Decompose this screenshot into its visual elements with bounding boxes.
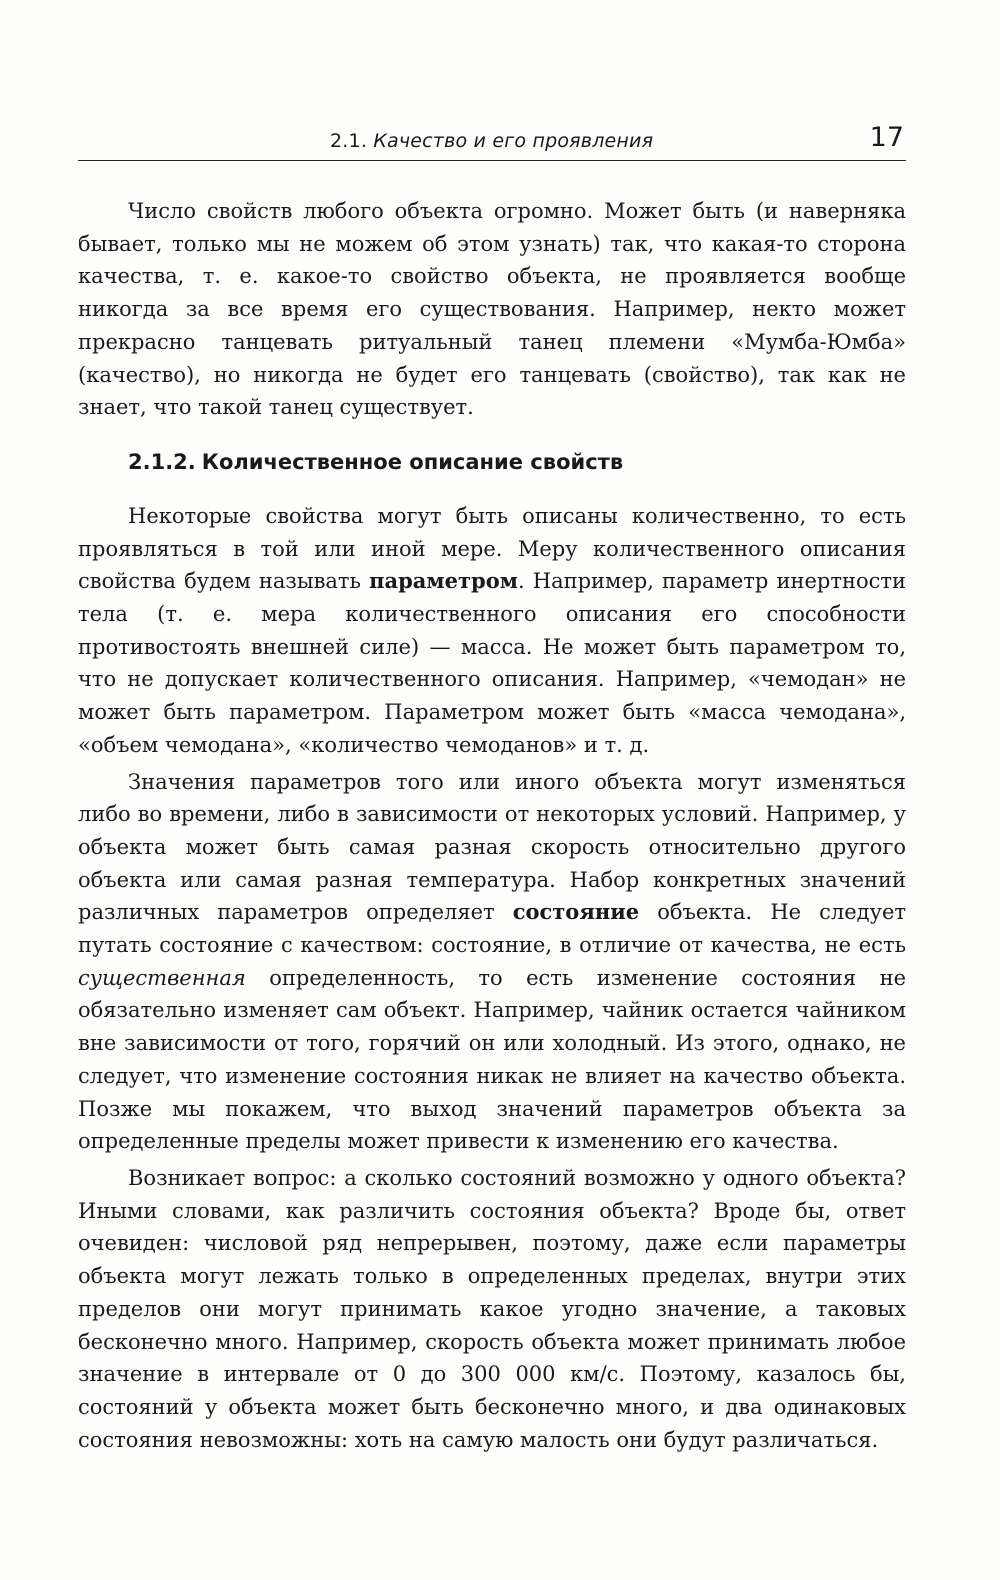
paragraph-1: Число свойств любого объекта огромно. Может быть (и наверняка бывает, только мы не можем об этом узнать) так, что какая-то сторона качества, т. е. какое-то свойство объекта, не проявляется вообще никогда за все время его существования. Например, некто может прекрасно танцевать ритуальный танец племени «Мумба-Юмба» (качество), но никогда не будет его танцевать (свойство), так как не знает, что такой танец существует. xyxy=(78,199,906,420)
subsection-number: 2.1.2. xyxy=(128,449,196,474)
paragraph-3-part-3: определенность, то есть изменение состояния не обязательно изменяет сам объект. Например, чайник остается чайником вне зависимости от того, горячий он или холодный. Из этого, однако, не следует, что изменение состояния никак не влияет на качество объекта. Позже мы покажем, что выход значений параметров объекта за определенные пределы может привести к изменению его качества. xyxy=(78,965,906,1154)
paragraph-3-part-1: Значения параметров того или иного объекта могут изменяться либо во времени, либо в зависимости от некоторых условий. Например, у объекта может быть самая разная скорость относительно другого объекта или самая разная температура. Набор конкретных значений различных параметров определяет xyxy=(78,769,906,925)
paragraph-4: Возникает вопрос: а сколько состояний возможно у одного объекта? Иными словами, как различить состояния объекта? Вроде бы, ответ очевиден: числовой ряд непрерывен, поэтому, даже если параметры объекта могут лежать только в определенных пределах, внутри этих пределов они могут принимать какое угодно значение, а таковых бесконечно много. Например, скорость объекта может принимать любое значение в интервале от 0 до 300 000 км/с. Поэтому, казалось бы, состояний у объекта может быть бесконечно много, и два одинаковых состояния невозможны: хоть на самую малость они будут различаться. xyxy=(78,1165,906,1452)
paragraph-2 xyxy=(78,500,906,762)
subsection-title: Количественное описание свойств xyxy=(201,449,624,474)
paragraph-2-part-1: Некоторые свойства могут быть описаны количественно, то есть проявляться в той или иной мере. Меру количественного описания свойства будем называть xyxy=(78,503,906,594)
paragraph-2-part-2: . Например, параметр инертности тела (т. е. мера количественного описания его способности противостоять внешней силе) — масса. Не может быть параметром то, что не допускает количественного описания. Например, «чемодан» не может быть параметром. Параметром может быть «масса чемодана», «объем чемодана», «количество чемоданов» и т. д. xyxy=(78,569,906,757)
body-text xyxy=(78,195,906,1456)
term-essential: существенная xyxy=(78,965,246,990)
paragraph-3-part-2: объекта. Не следует путать состояние с качеством: состояние, в отличие от качества, не есть xyxy=(78,900,906,958)
term-state: состояние xyxy=(512,899,640,925)
running-header-title xyxy=(330,130,653,152)
term-parameter: параметром xyxy=(369,568,518,594)
subsection-heading xyxy=(128,448,906,476)
paragraph-3 xyxy=(78,766,906,1158)
running-header-section-name: Качество и его проявления xyxy=(373,130,654,152)
running-header-section-number: 2.1. xyxy=(330,130,368,152)
running-header xyxy=(78,118,906,161)
page-number: 17 xyxy=(869,122,904,153)
